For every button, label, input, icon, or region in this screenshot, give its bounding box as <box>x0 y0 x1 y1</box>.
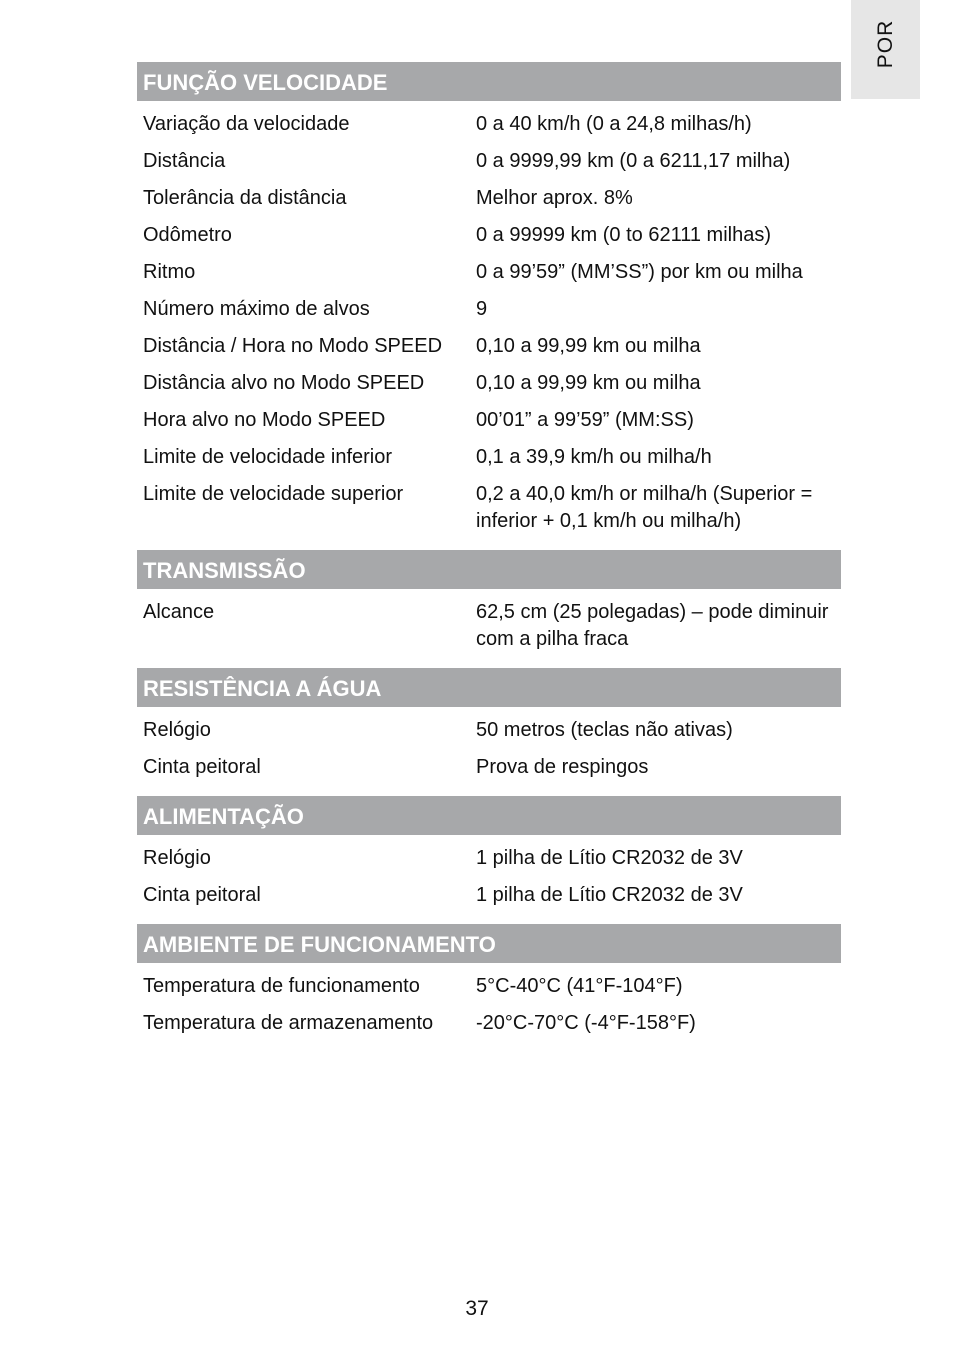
spec-value: 0 a 40 km/h (0 a 24,8 milhas/h) <box>476 113 752 135</box>
spec-row <box>137 333 841 360</box>
spec-value: 0,2 a 40,0 km/h or milha/h (Superior = inferior + 0,1 km/h ou milha/h) <box>476 483 813 532</box>
spec-row <box>137 259 841 286</box>
spec-label: Tolerância da distância <box>143 187 347 209</box>
spec-value: 0 a 9999,99 km (0 a 6211,17 milha) <box>476 150 791 172</box>
spec-row <box>137 599 841 653</box>
spec-label: Hora alvo no Modo SPEED <box>143 409 386 431</box>
section-power <box>137 796 841 924</box>
spec-value: Melhor aprox. 8% <box>476 187 633 209</box>
spec-label: Número máximo de alvos <box>143 298 370 320</box>
spec-row <box>137 717 841 744</box>
spec-row <box>137 111 841 138</box>
spec-value: 0,10 a 99,99 km ou milha <box>476 372 701 394</box>
section-speed-function <box>137 62 841 550</box>
spec-label: Relógio <box>143 719 211 741</box>
section-header: TRANSMISSÃO <box>137 550 841 589</box>
spec-value: 0 a 99999 km (0 to 62111 milhas) <box>476 224 771 246</box>
spec-row <box>137 370 841 397</box>
spec-label: Cinta peitoral <box>143 884 261 906</box>
spec-label: Limite de velocidade inferior <box>143 446 393 468</box>
spec-value: 62,5 cm (25 polegadas) – pode diminuir com a pilha fraca <box>476 601 829 650</box>
spec-value: 00’01” a 99’59” (MM:SS) <box>476 409 694 431</box>
spec-value: 0,1 a 39,9 km/h ou milha/h <box>476 446 712 468</box>
spec-label: Distância / Hora no Modo SPEED <box>143 335 443 357</box>
spec-row <box>137 845 841 872</box>
spec-row <box>137 973 841 1000</box>
spec-label: Relógio <box>143 847 211 869</box>
language-tab <box>851 0 920 99</box>
spec-label: Temperatura de armazenamento <box>143 1012 434 1034</box>
spec-value: Prova de respingos <box>476 756 649 778</box>
spec-row <box>137 185 841 212</box>
spec-row <box>137 1010 841 1037</box>
spec-value: 1 pilha de Lítio CR2032 de 3V <box>476 847 743 869</box>
section-header: AMBIENTE DE FUNCIONAMENTO <box>137 924 841 963</box>
spec-label: Distância alvo no Modo SPEED <box>143 372 425 394</box>
page-number: 37 <box>465 1297 489 1320</box>
language-tab-label: POR <box>873 19 897 69</box>
spec-value: 0 a 99’59” (MM’SS”) por km ou milha <box>476 261 803 283</box>
section-header: ALIMENTAÇÃO <box>137 796 841 835</box>
spec-value: 50 metros (teclas não ativas) <box>476 719 733 741</box>
spec-label: Limite de velocidade superior <box>143 483 404 505</box>
spec-row <box>137 882 841 909</box>
section-water-resistance <box>137 668 841 796</box>
spec-value: 1 pilha de Lítio CR2032 de 3V <box>476 884 743 906</box>
section-header: FUNÇÃO VELOCIDADE <box>137 62 841 101</box>
spec-row <box>137 481 841 535</box>
spec-label: Ritmo <box>143 261 196 283</box>
spec-content <box>137 62 841 1052</box>
spec-label: Temperatura de funcionamento <box>143 975 420 997</box>
spec-value: 5°C-40°C (41°F-104°F) <box>476 975 683 997</box>
section-transmission <box>137 550 841 668</box>
spec-row <box>137 222 841 249</box>
spec-row <box>137 407 841 434</box>
spec-label: Cinta peitoral <box>143 756 261 778</box>
spec-row <box>137 444 841 471</box>
spec-value: 9 <box>476 298 488 320</box>
spec-label: Alcance <box>143 601 215 623</box>
spec-label: Odômetro <box>143 224 232 246</box>
spec-row <box>137 148 841 175</box>
section-header: RESISTÊNCIA A ÁGUA <box>137 668 841 707</box>
spec-row <box>137 754 841 781</box>
spec-row <box>137 296 841 323</box>
section-operating-environment <box>137 924 841 1052</box>
spec-label: Variação da velocidade <box>143 113 350 135</box>
spec-value: 0,10 a 99,99 km ou milha <box>476 335 701 357</box>
spec-label: Distância <box>143 150 226 172</box>
spec-value: -20°C-70°C (-4°F-158°F) <box>476 1012 696 1034</box>
